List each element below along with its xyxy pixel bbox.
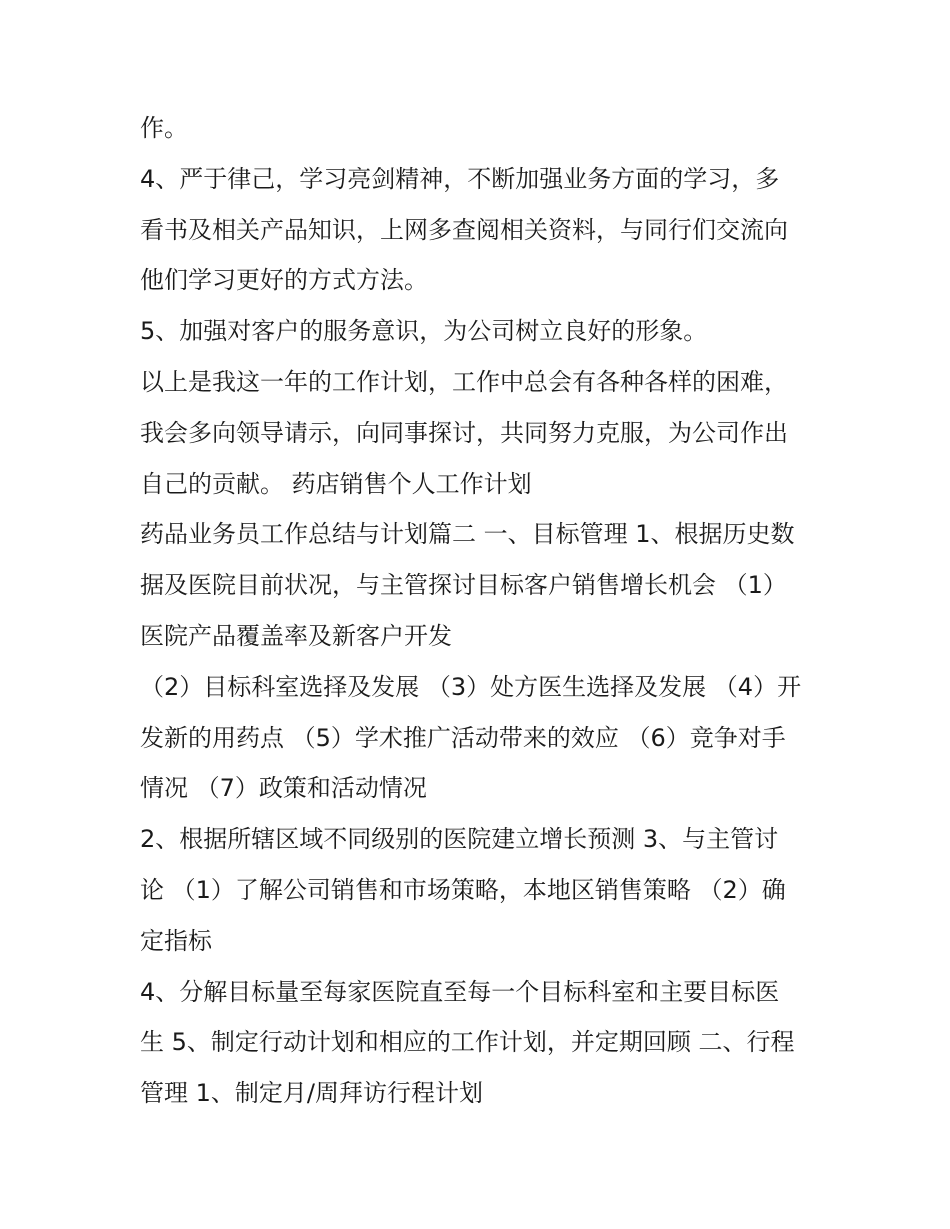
text-line: 他们学习更好的方式方法。 — [140, 266, 428, 295]
text-line: 以上是我这一年的工作计划，工作中总会有各种各样的困难， — [140, 367, 788, 396]
text-line: 作。 — [140, 114, 188, 142]
text-line: 发新的用药点 （5）学术推广活动带来的效应 （6）竞争对手 — [140, 723, 786, 752]
text-line: 情况 （7）政策和活动情况 — [140, 774, 427, 803]
text-line: 自己的贡献。 药店销售个人工作计划 — [140, 469, 532, 498]
text-line: 医院产品覆盖率及新客户开发 — [140, 621, 452, 650]
text-line: 论 （1）了解公司销售和市场策略，本地区销售策略 （2）确 — [140, 875, 786, 904]
text-line: 我会多向领导请示，向同事探讨，共同努力克服，为公司作出 — [140, 418, 788, 447]
text-line: 管理 1、制定月/周拜访行程计划 — [140, 1079, 483, 1108]
text-line: 定指标 — [140, 926, 212, 955]
text-line: 生 5、制定行动计划和相应的工作计划，并定期回顾 二、行程 — [140, 1028, 795, 1057]
text-line: 4、严于律己，学习亮剑精神，不断加强业务方面的学习，多 — [140, 164, 780, 193]
text-line: 药品业务员工作总结与计划篇二 一、目标管理 1、根据历史数 — [140, 520, 795, 549]
text-line: 5、加强对客户的服务意识，为公司树立良好的形象。 — [140, 317, 708, 346]
document-body — [140, 103, 820, 1119]
text-line: 看书及相关产品知识，上网多查阅相关资料，与同行们交流向 — [140, 215, 788, 244]
text-line: 2、根据所辖区域不同级别的医院建立增长预测 3、与主管讨 — [140, 825, 779, 854]
text-line: 4、分解目标量至每家医院直至每一个目标科室和主要目标医 — [140, 977, 780, 1006]
text-line: （2）目标科室选择及发展 （3）处方医生选择及发展 （4）开 — [140, 672, 802, 701]
text-line: 据及医院目前状况，与主管探讨目标客户销售增长机会 （1） — [140, 571, 787, 600]
